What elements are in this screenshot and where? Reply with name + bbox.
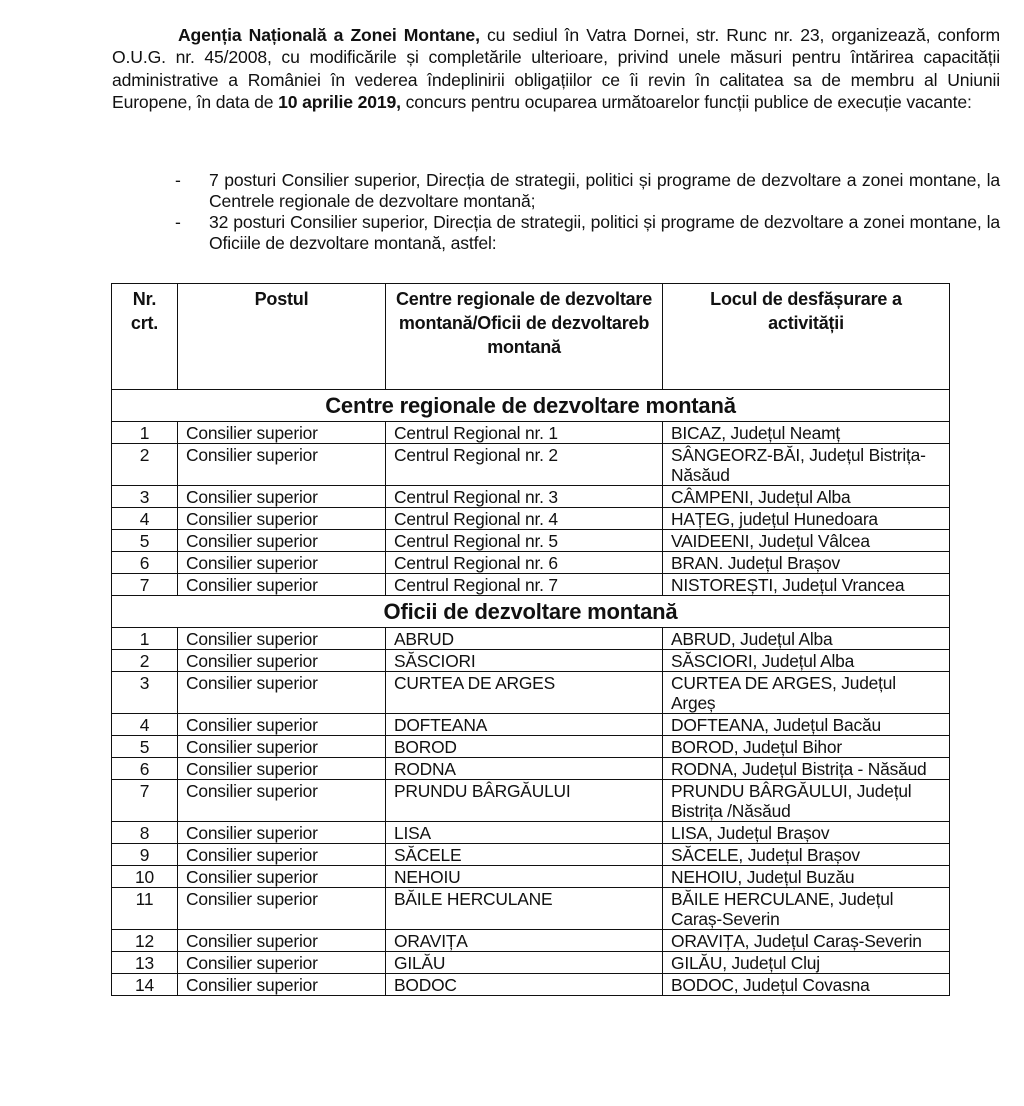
cell-locul: SĂSCIORI, Județul Alba xyxy=(663,650,950,672)
cell-unit: Centrul Regional nr. 7 xyxy=(386,574,663,596)
intro-paragraph xyxy=(112,24,1000,114)
table-row xyxy=(112,508,950,530)
cell-nr: 6 xyxy=(112,758,178,780)
cell-locul: ORAVIȚA, Județul Caraș-Severin xyxy=(663,930,950,952)
list-item xyxy=(175,212,1000,254)
cell-postul: Consilier superior xyxy=(178,422,386,444)
cell-locul: SÂNGEORZ-BĂI, Județul Bistrița-Năsăud xyxy=(663,444,950,486)
cell-postul: Consilier superior xyxy=(178,844,386,866)
cell-postul: Consilier superior xyxy=(178,486,386,508)
cell-locul: RODNA, Județul Bistrița - Năsăud xyxy=(663,758,950,780)
cell-unit: NEHOIU xyxy=(386,866,663,888)
intro-text-part2: concurs pentru ocuparea următoarelor funcții publice de execuție vacante: xyxy=(400,92,972,113)
cell-locul: ABRUD, Județul Alba xyxy=(663,628,950,650)
table-row xyxy=(112,422,950,444)
table-body xyxy=(112,390,950,996)
cell-nr: 10 xyxy=(112,866,178,888)
cell-postul: Consilier superior xyxy=(178,650,386,672)
table-row xyxy=(112,930,950,952)
cell-locul: BĂILE HERCULANE, Județul Caraș-Severin xyxy=(663,888,950,930)
cell-locul: GILĂU, Județul Cluj xyxy=(663,952,950,974)
cell-postul: Consilier superior xyxy=(178,672,386,714)
cell-postul: Consilier superior xyxy=(178,574,386,596)
cell-nr: 11 xyxy=(112,888,178,930)
table-row xyxy=(112,758,950,780)
table-row xyxy=(112,780,950,822)
section-title: Oficii de dezvoltare montană xyxy=(112,596,950,628)
section-header-row xyxy=(112,390,950,422)
list-item-text: 7 posturi Consilier superior, Direcția de strategii, politici și programe de dezvoltare a zonei montane, la Centrele regionale de dezvoltare montană; xyxy=(209,170,1000,211)
cell-nr: 14 xyxy=(112,974,178,996)
table-row xyxy=(112,888,950,930)
cell-postul: Consilier superior xyxy=(178,714,386,736)
cell-unit: PRUNDU BÂRGĂULUI xyxy=(386,780,663,822)
cell-postul: Consilier superior xyxy=(178,628,386,650)
cell-postul: Consilier superior xyxy=(178,444,386,486)
list-item xyxy=(175,170,1000,212)
cell-postul: Consilier superior xyxy=(178,552,386,574)
cell-nr: 12 xyxy=(112,930,178,952)
cell-postul: Consilier superior xyxy=(178,952,386,974)
cell-nr: 3 xyxy=(112,486,178,508)
cell-unit: RODNA xyxy=(386,758,663,780)
cell-locul: HAȚEG, județul Hunedoara xyxy=(663,508,950,530)
cell-nr: 7 xyxy=(112,780,178,822)
cell-locul: BODOC, Județul Covasna xyxy=(663,974,950,996)
cell-postul: Consilier superior xyxy=(178,930,386,952)
header-locul: Locul de desfășurare a activității xyxy=(663,284,950,390)
cell-locul: BOROD, Județul Bihor xyxy=(663,736,950,758)
table-row xyxy=(112,574,950,596)
contest-date: 10 aprilie 2019, xyxy=(278,92,401,113)
cell-nr: 2 xyxy=(112,444,178,486)
header-postul: Postul xyxy=(178,284,386,390)
cell-unit: CURTEA DE ARGES xyxy=(386,672,663,714)
cell-locul: VAIDEENI, Județul Vâlcea xyxy=(663,530,950,552)
dash-bullet-icon: - xyxy=(175,212,181,232)
cell-unit: ORAVIȚA xyxy=(386,930,663,952)
cell-locul: CURTEA DE ARGES, Județul Argeș xyxy=(663,672,950,714)
cell-nr: 4 xyxy=(112,508,178,530)
cell-unit: BOROD xyxy=(386,736,663,758)
cell-unit: SĂSCIORI xyxy=(386,650,663,672)
cell-locul: SĂCELE, Județul Brașov xyxy=(663,844,950,866)
cell-nr: 3 xyxy=(112,672,178,714)
section-header-row xyxy=(112,596,950,628)
cell-postul: Consilier superior xyxy=(178,866,386,888)
cell-nr: 4 xyxy=(112,714,178,736)
table-row xyxy=(112,866,950,888)
cell-nr: 1 xyxy=(112,422,178,444)
cell-postul: Consilier superior xyxy=(178,508,386,530)
cell-unit: Centrul Regional nr. 4 xyxy=(386,508,663,530)
positions-list xyxy=(175,170,1000,254)
cell-unit: Centrul Regional nr. 3 xyxy=(386,486,663,508)
cell-locul: NISTOREȘTI, Județul Vrancea xyxy=(663,574,950,596)
table-row xyxy=(112,530,950,552)
cell-unit: Centrul Regional nr. 6 xyxy=(386,552,663,574)
positions-table xyxy=(111,283,950,996)
table-row xyxy=(112,736,950,758)
table-row xyxy=(112,714,950,736)
cell-unit: DOFTEANA xyxy=(386,714,663,736)
cell-nr: 1 xyxy=(112,628,178,650)
table-row xyxy=(112,486,950,508)
organization-name: Agenția Națională a Zonei Montane, xyxy=(178,25,480,45)
table-row xyxy=(112,552,950,574)
cell-locul: LISA, Județul Brașov xyxy=(663,822,950,844)
cell-locul: PRUNDU BÂRGĂULUI, Județul Bistrița /Năsăud xyxy=(663,780,950,822)
cell-locul: DOFTEANA, Județul Bacău xyxy=(663,714,950,736)
table-row xyxy=(112,444,950,486)
section-title: Centre regionale de dezvoltare montană xyxy=(112,390,950,422)
cell-postul: Consilier superior xyxy=(178,758,386,780)
cell-nr: 7 xyxy=(112,574,178,596)
cell-unit: BĂILE HERCULANE xyxy=(386,888,663,930)
dash-bullet-icon: - xyxy=(175,170,181,190)
list-item-text: 32 posturi Consilier superior, Direcția de strategii, politici și programe de dezvoltare a zonei montane, la Oficiile de dezvoltare montană, astfel: xyxy=(209,212,1000,253)
cell-locul: CÂMPENI, Județul Alba xyxy=(663,486,950,508)
header-nr: Nr. crt. xyxy=(112,284,178,390)
cell-postul: Consilier superior xyxy=(178,530,386,552)
cell-unit: BODOC xyxy=(386,974,663,996)
cell-postul: Consilier superior xyxy=(178,780,386,822)
header-centre: Centre regionale de dezvoltare montană/Oficii de dezvoltareb montană xyxy=(386,284,663,390)
table-row xyxy=(112,844,950,866)
cell-unit: Centrul Regional nr. 2 xyxy=(386,444,663,486)
cell-nr: 2 xyxy=(112,650,178,672)
table-row xyxy=(112,822,950,844)
cell-unit: SĂCELE xyxy=(386,844,663,866)
cell-nr: 9 xyxy=(112,844,178,866)
cell-unit: GILĂU xyxy=(386,952,663,974)
table-row xyxy=(112,672,950,714)
cell-locul: BRAN. Județul Brașov xyxy=(663,552,950,574)
cell-unit: LISA xyxy=(386,822,663,844)
cell-nr: 5 xyxy=(112,530,178,552)
cell-unit: Centrul Regional nr. 1 xyxy=(386,422,663,444)
cell-locul: NEHOIU, Județul Buzău xyxy=(663,866,950,888)
cell-unit: ABRUD xyxy=(386,628,663,650)
cell-nr: 13 xyxy=(112,952,178,974)
cell-nr: 8 xyxy=(112,822,178,844)
cell-postul: Consilier superior xyxy=(178,822,386,844)
cell-nr: 6 xyxy=(112,552,178,574)
cell-postul: Consilier superior xyxy=(178,736,386,758)
table-header-row xyxy=(112,284,950,390)
table-row xyxy=(112,952,950,974)
table-row xyxy=(112,650,950,672)
cell-locul: BICAZ, Județul Neamț xyxy=(663,422,950,444)
table-row xyxy=(112,628,950,650)
table-row xyxy=(112,974,950,996)
cell-nr: 5 xyxy=(112,736,178,758)
cell-unit: Centrul Regional nr. 5 xyxy=(386,530,663,552)
intro-text-part1: cu sediul în Vatra Dornei, str. Runc nr. 23, organizează, conform O.U.G. nr. 45/2008, cu modificările și completările ulterioare, privind unele măsuri pentru întărirea capacității administrative a României în vederea îndeplinirii obligațiilor ce îi revin în calitatea sa de membru al Uniunii Europene, în data de xyxy=(112,25,1000,113)
cell-postul: Consilier superior xyxy=(178,888,386,930)
cell-postul: Consilier superior xyxy=(178,974,386,996)
